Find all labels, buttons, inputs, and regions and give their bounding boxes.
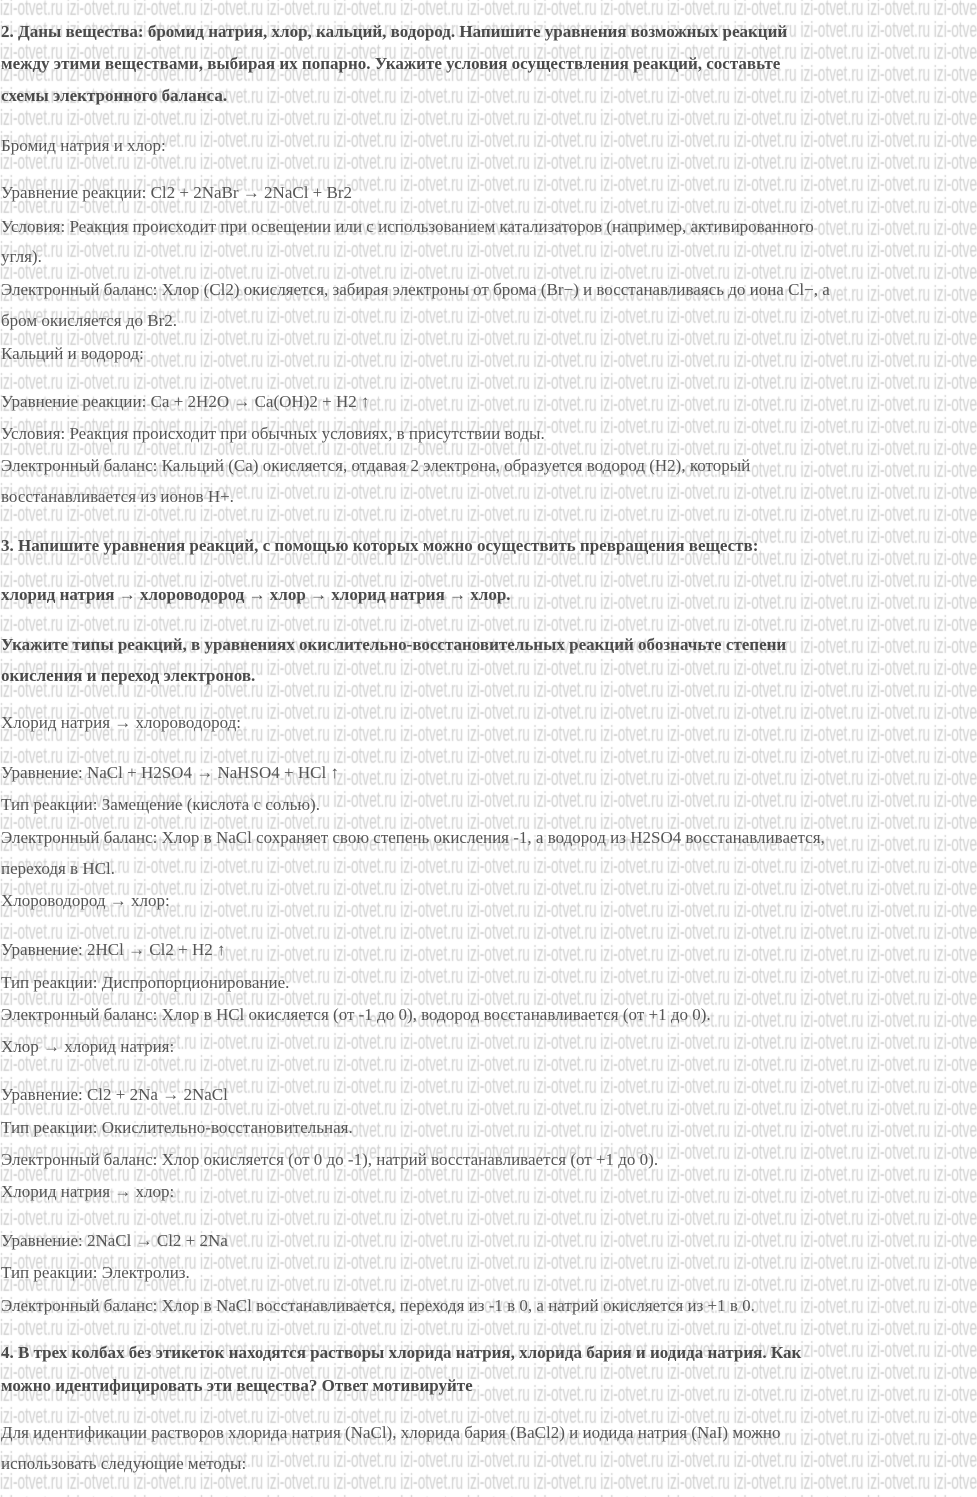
answer-text-line: Тип реакции: Замещение (кислота с солью). — [1, 795, 320, 814]
answer-text-line: Кальций и водород: — [1, 344, 144, 363]
answer-text-line: Уравнение реакции: Ca + 2H2O → Ca(OH)2 + H2 ↑ — [1, 392, 370, 411]
question-heading-line: 3. Напишите уравнения реакций, с помощью которых можно осуществить превращения веществ: — [1, 536, 759, 555]
question-heading-line: Укажите типы реакций, в уравнениях окислительно-восстановительных реакций обозначьте степени — [1, 635, 787, 654]
answer-text-line: угля). — [1, 247, 42, 266]
answer-text-line: переходя в HCl. — [1, 859, 115, 878]
answer-text-line: Хлороводород → хлор: — [1, 891, 170, 910]
answer-text-line: Хлорид натрия → хлор: — [1, 1182, 175, 1201]
answer-text-line: Электронный баланс: Хлор в NaCl сохраняет свою степень окисления -1, а водород из H2SO4 восстанавливается, — [1, 828, 825, 847]
answer-text-line: Тип реакции: Окислительно-восстановительная. — [1, 1118, 353, 1137]
question-heading-line: хлорид натрия → хлороводород → хлор → хлорид натрия → хлор. — [1, 585, 511, 604]
answer-text-line: Электронный баланс: Хлор в HCl окисляется (от -1 до 0), водород восстанавливается (от +1 до 0). — [1, 1005, 711, 1024]
answer-text-line: использовать следующие методы: — [1, 1454, 247, 1473]
answer-text-line: Электронный баланс: Хлор в NaCl восстанавливается, переходя из -1 в 0, а натрий окисляется из +1 в 0. — [1, 1296, 755, 1315]
answer-text-line: Бромид натрия и хлор: — [1, 136, 166, 155]
question-heading-line: окисления и переход электронов. — [1, 666, 256, 685]
question-heading-line: 4. В трех колбах без этикеток находятся растворы хлорида натрия, хлорида бария и иодида натрия. Как — [1, 1343, 802, 1362]
answer-text-line: Тип реакции: Диспропорционирование. — [1, 973, 290, 992]
answer-text-line: Тип реакции: Электролиз. — [1, 1263, 190, 1282]
answer-text-line: восстанавливается из ионов H+. — [1, 487, 234, 506]
answer-text-line: Хлор → хлорид натрия: — [1, 1037, 175, 1056]
answer-text-line: Хлорид натрия → хлороводород: — [1, 713, 241, 732]
question-heading-line: схемы электронного баланса. — [1, 86, 228, 105]
answer-text-line: Уравнение реакции: Cl2 + 2NaBr → 2NaCl + Br2 — [1, 183, 353, 202]
answer-text-line: Уравнение: Cl2 + 2Na → 2NaCl — [1, 1085, 228, 1104]
answer-text-line: Уравнение: NaCl + H2SO4 → NaHSO4 + HCl ↑ — [1, 763, 339, 782]
answer-text-line: Электронный баланс: Хлор (Cl2) окисляется, забирая электроны от брома (Br−) и восстанавливаясь до иона Cl−, а — [1, 280, 830, 299]
question-heading-line: между этими веществами, выбирая их попарно. Укажите условия осуществления реакций, составьте — [1, 54, 781, 73]
answer-text-line: Уравнение: 2HCl → Cl2 + H2 ↑ — [1, 940, 226, 959]
question-heading-line: 2. Даны вещества: бромид натрия, хлор, кальций, водород. Напишите уравнения возможных реакций — [1, 22, 788, 41]
answer-text-line: бром окисляется до Br2. — [1, 311, 177, 330]
question-heading-line: можно идентифицировать эти вещества? Ответ мотивируйте — [1, 1376, 473, 1395]
answer-text-line: Уравнение: 2NaCl → Cl2 + 2Na — [1, 1231, 228, 1250]
answer-text-line: Условия: Реакция происходит при освещении или с использованием катализаторов (например, активированного — [1, 217, 814, 236]
answer-text-line: Условия: Реакция происходит при обычных условиях, в присутствии воды. — [1, 424, 545, 443]
answer-text-line: Электронный баланс: Хлор окисляется (от 0 до -1), натрий восстанавливается (от +1 до 0). — [1, 1150, 659, 1169]
answer-text-line: Электронный баланс: Кальций (Ca) окисляется, отдавая 2 электрона, образуется водород (H2), который — [1, 456, 751, 475]
answer-text-line: Для идентификации растворов хлорида натрия (NaCl), хлорида бария (BaCl2) и иодида натрия (NaI) можно — [1, 1423, 781, 1442]
